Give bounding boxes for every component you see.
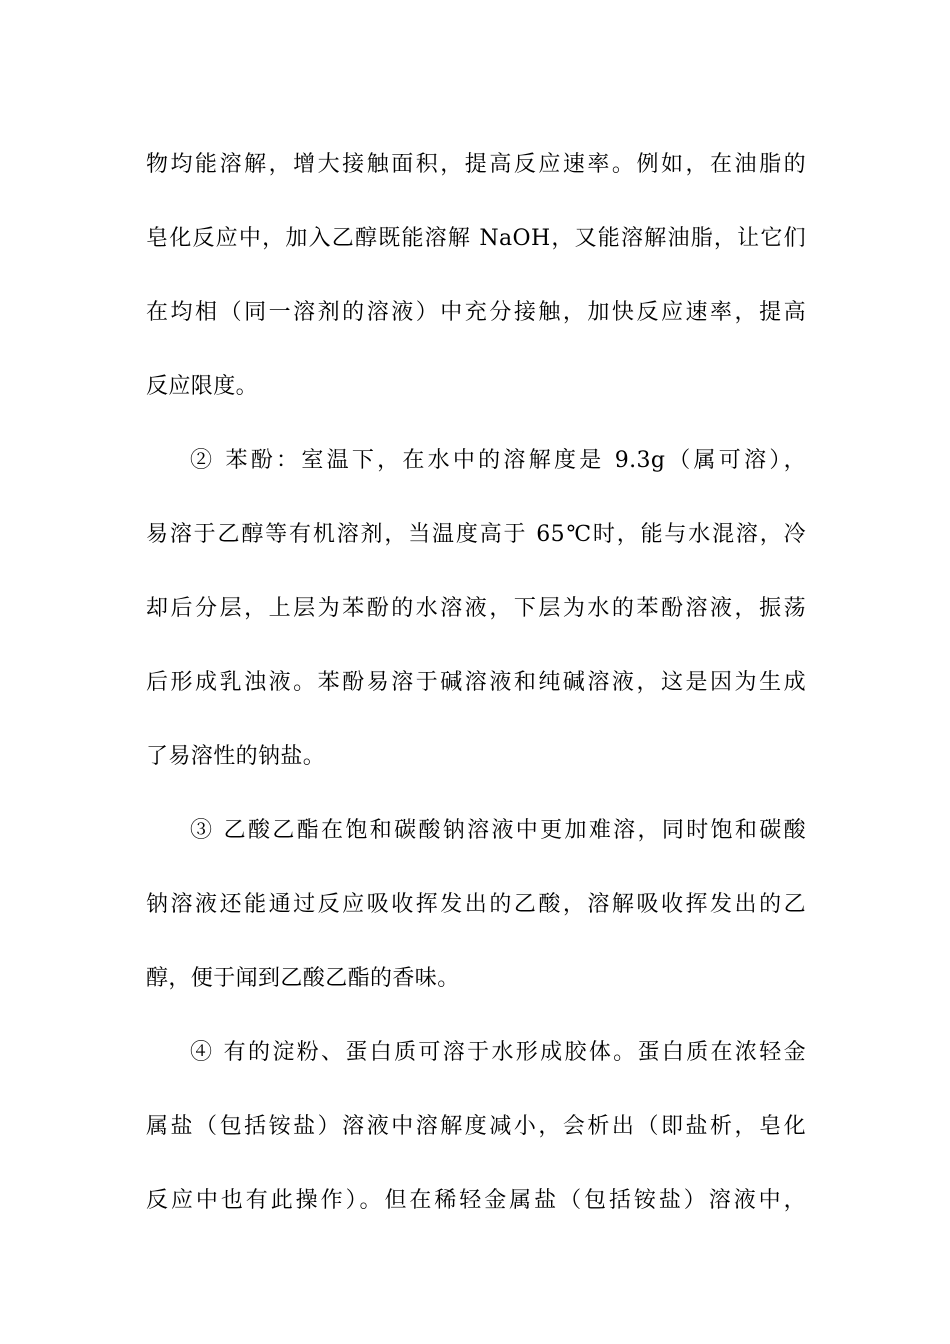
paragraph-4-line-3: 反应中也有此操作）。但在稀轻金属盐（包括铵盐）溶液中， bbox=[146, 1188, 806, 1213]
paragraph-2-line-5: 了易溶性的钠盐。 bbox=[146, 744, 326, 769]
paragraph-4-line-1: ④ 有的淀粉、蛋白质可溶于水形成胶体。蛋白质在浓轻金 bbox=[190, 1040, 806, 1065]
paragraph-3-line-2: 钠溶液还能通过反应吸收挥发出的乙酸，溶解吸收挥发出的乙 bbox=[146, 892, 806, 917]
document-body bbox=[146, 128, 806, 1238]
paragraph-2-line-4: 后形成乳浊液。苯酚易溶于碱溶液和纯碱溶液，这是因为生成 bbox=[146, 670, 806, 695]
paragraph-4-line-2: 属盐（包括铵盐）溶液中溶解度减小，会析出（即盐析，皂化 bbox=[146, 1114, 806, 1139]
paragraph-2-line-1: ② 苯酚：室温下，在水中的溶解度是 9.3g（属可溶）， bbox=[190, 448, 806, 473]
paragraph-2-line-2: 易溶于乙醇等有机溶剂，当温度高于 65℃时，能与水混溶，冷 bbox=[146, 522, 806, 547]
paragraph-1-line-1: 物均能溶解，增大接触面积，提高反应速率。例如，在油脂的 bbox=[146, 152, 806, 177]
paragraph-3-line-1: ③ 乙酸乙酯在饱和碳酸钠溶液中更加难溶，同时饱和碳酸 bbox=[190, 818, 806, 843]
paragraph-3-line-3: 醇，便于闻到乙酸乙酯的香味。 bbox=[146, 966, 460, 991]
paragraph-1-line-2: 皂化反应中，加入乙醇既能溶解 NaOH，又能溶解油脂，让它们 bbox=[146, 226, 806, 251]
paragraph-2-line-3: 却后分层，上层为苯酚的水溶液，下层为水的苯酚溶液，振荡 bbox=[146, 596, 806, 621]
paragraph-1-line-3: 在均相（同一溶剂的溶液）中充分接触，加快反应速率，提高 bbox=[146, 300, 806, 325]
paragraph-1-line-4: 反应限度。 bbox=[146, 374, 259, 399]
